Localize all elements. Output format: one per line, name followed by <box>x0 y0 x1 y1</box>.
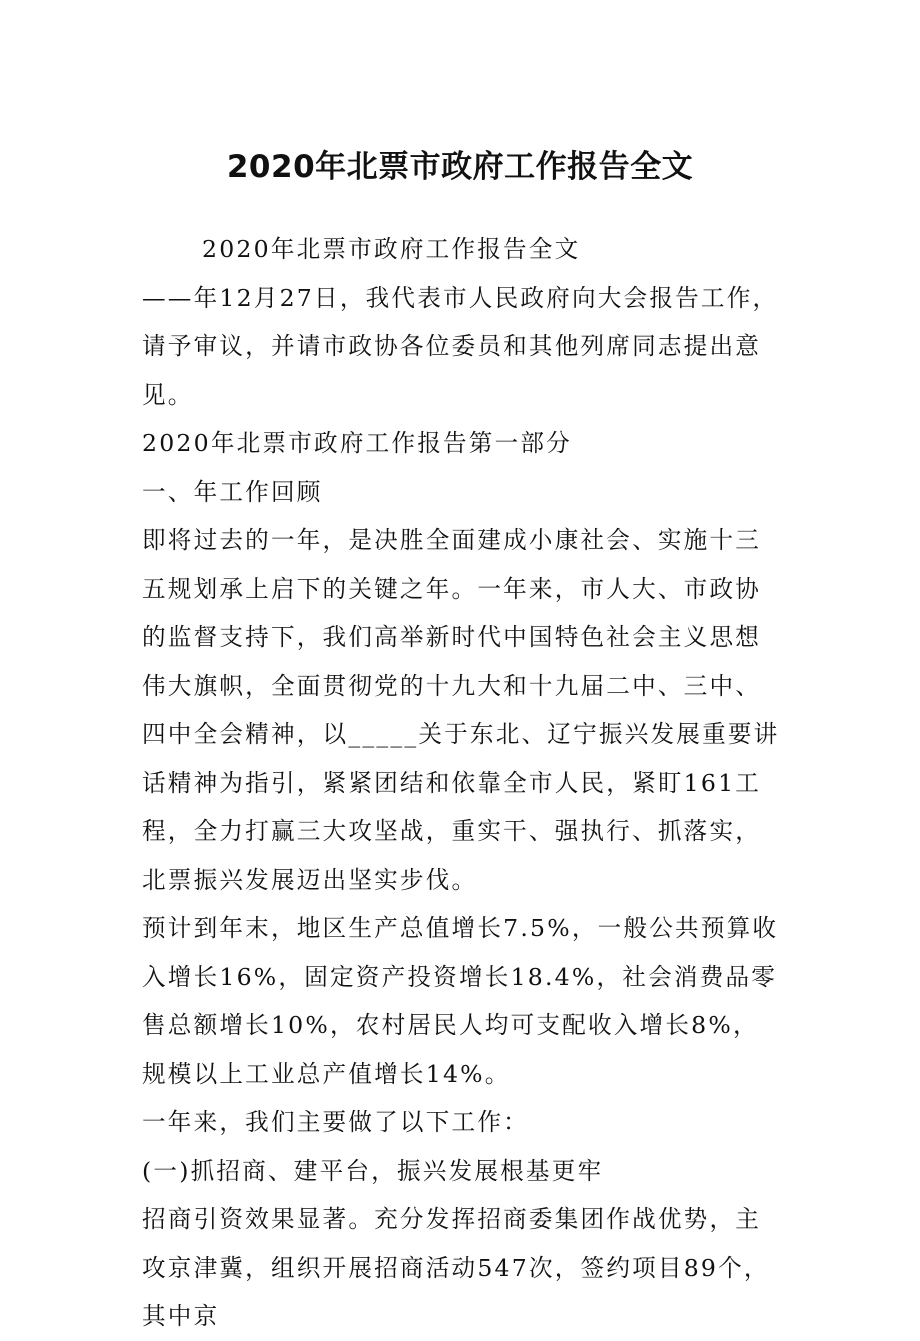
item1-paragraph: 招商引资效果显著。充分发挥招商委集团作战优势，主攻京津冀，组织开展招商活动547次，签约项目89个，其中京 <box>142 1205 770 1330</box>
review-paragraph <box>142 516 782 904</box>
opening-paragraph: ——年12月27日，我代表市人民政府向大会报告工作，请予审议，并请市政协各位委员和其他列席同志提出意见。 <box>142 283 779 409</box>
forecast-paragraph: 预计到年末，地区生产总值增长7.5%，一般公共预算收入增长16%，固定资产投资增长18.4%，社会消费品零售总额增长10%，农村居民人均可支配收入增长8%，规模以上工业总产值增长14%。 <box>142 914 779 1088</box>
document-subtitle: 2020年北票市政府工作报告全文 <box>202 235 581 263</box>
document-body <box>142 225 782 1341</box>
part-heading: 2020年北票市政府工作报告第一部分 <box>142 429 572 457</box>
work-intro: 一年来，我们主要做了以下工作： <box>142 1108 529 1136</box>
review-blank-line: _____ <box>348 720 419 748</box>
section-heading: 一、年工作回顾 <box>142 477 323 506</box>
review-text-after-blank: 关于东北、辽宁振兴发展重要讲话精神为指引，紧紧团结和依靠全市人民，紧盯161工程，全力打赢三大攻坚战，重实干、强执行、抓落实，北票振兴发展迈出坚实步伐。 <box>142 720 780 894</box>
review-text-before-blank: 即将过去的一年，是决胜全面建成小康社会、实施十三五规划承上启下的关键之年。一年来，市人大、市政协的监督支持下，我们高举新时代中国特色社会主义思想伟大旗帜，全面贯彻党的十九大和十九届二中、三中、四中全会精神，以 <box>142 526 762 748</box>
item1-heading: (一)抓招商、建平台，振兴发展根基更牢 <box>142 1156 604 1185</box>
document-title: 2020年北票市政府工作报告全文 <box>226 149 694 185</box>
